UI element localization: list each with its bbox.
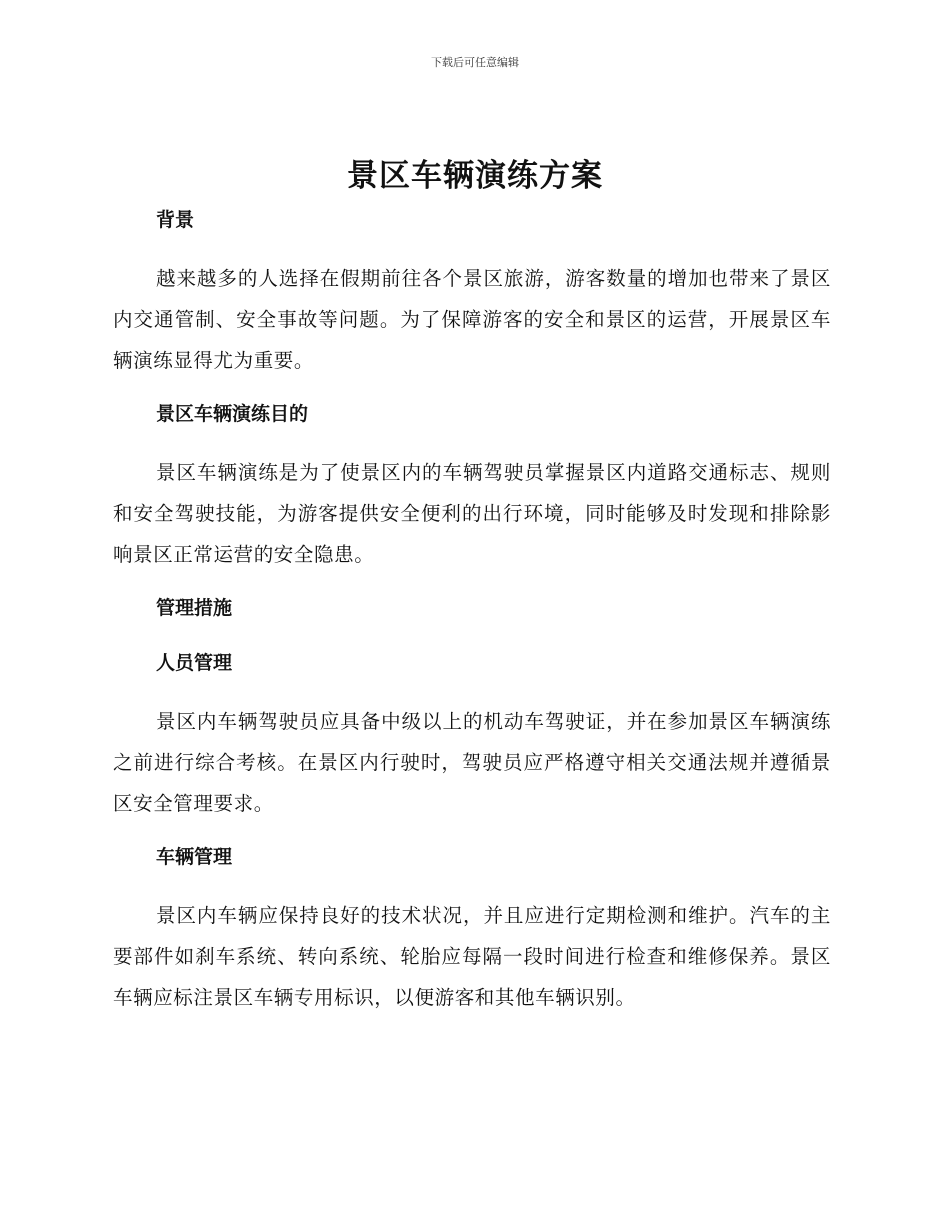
paragraph-personnel: 景区内车辆驾驶员应具备中级以上的机动车驾驶证，并在参加景区车辆演练之前进行综合考核。在景区内行驶时，驾驶员应严格遵守相关交通法规并遵循景区安全管理要求。 [113,710,831,815]
document-body [113,206,831,1018]
paragraph-background: 越来越多的人选择在假期前往各个景区旅游，游客数量的增加也带来了景区内交通管制、安全事故等问题。为了保障游客的安全和景区的运营，开展景区车辆演练显得尤为重要。 [113,267,831,372]
heading-background: 背景 [156,209,195,231]
heading-purpose: 景区车辆演练目的 [156,403,309,425]
heading-personnel: 人员管理 [156,652,233,674]
paragraph-purpose: 景区车辆演练是为了使景区内的车辆驾驶员掌握景区内道路交通标志、规则和安全驾驶技能，为游客提供安全便利的出行环境，同时能够及时发现和排除影响景区正常运营的安全隐患。 [113,461,831,566]
heading-measures: 管理措施 [156,597,233,619]
document-title: 景区车辆演练方案 [347,158,603,194]
paragraph-vehicles: 景区内车辆应保持良好的技术状况，并且应进行定期检测和维护。汽车的主要部件如刹车系统、转向系统、轮胎应每隔一段时间进行检查和维修保养。景区车辆应标注景区车辆专用标识，以便游客和其他车辆识别。 [113,904,831,1009]
header-note: 下载后可任意编辑 [431,56,519,69]
heading-vehicles: 车辆管理 [156,846,233,868]
